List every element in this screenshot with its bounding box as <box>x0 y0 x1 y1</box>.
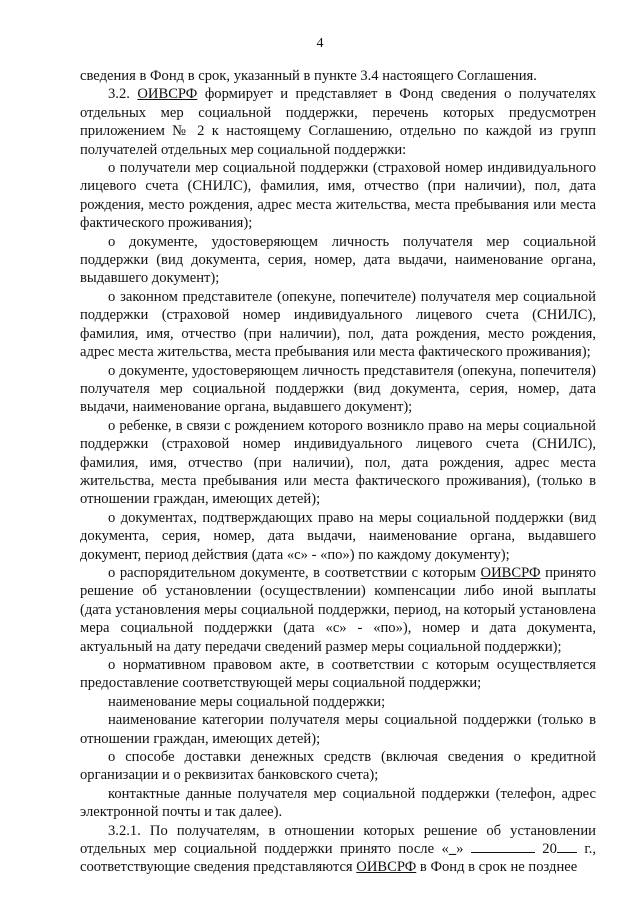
list-item-contact-data: контактные данные получателя мер социальной поддержки (телефон, адрес электронной почты и так далее). <box>80 785 596 821</box>
date-month-blank <box>471 840 535 853</box>
org-abbreviation: ОИВСРФ <box>137 86 198 103</box>
list-item-identity-document: o документе, удостоверяющем личность получателя мер социальной поддержки (вид документа, серия, номер, дата выдачи, наименование органа, выдавшего документ); <box>80 233 596 287</box>
document-body <box>80 67 596 877</box>
list-item-category-name: наименование категории получателя меры социальной поддержки (только в отношении граждан, имеющих детей); <box>80 712 596 747</box>
paragraph-suffix: формирует и представляет в Фонд сведения о получателях отдельных мер социальной поддержки, перечень которых предусмотрен приложением № 2 к настоящему Соглашению, отдельно по каждой из групп получателей отдельных мер социальной поддержки: <box>80 86 596 158</box>
list-item-entitlement-documents: o документах, подтверждающих право на меры социальной поддержки (вид документа, серия, номер, дата выдачи, наименование органа, выдавшего документ, период действия (дата «с» - «по») по каждому документу); <box>80 509 596 563</box>
paragraph-suffix: принято решение об установлении (осуществлении) компенсации либо иной выплаты (дата установления меры социальной поддержки, период, на который установлена мера социальной поддержки (дата «с» - «по»), номер и дата документа, актуальный на дату передачи сведений размер меры социальной поддержки); <box>80 564 596 655</box>
paragraph-3-2-1 <box>80 822 596 877</box>
list-item-measure-name: наименование меры социальной поддержки; <box>108 693 386 710</box>
list-item-representative-document: o документе, удостоверяющем личность представителя (опекуна, попечителя) получателя мер социальной поддержки (вид документа, серия, номер, дата выдачи, наименование органа, выдавшего документ); <box>80 362 596 416</box>
paragraph-text: » <box>456 841 471 858</box>
paragraph-3-2 <box>80 85 596 159</box>
org-abbreviation: ОИВСРФ <box>356 859 417 876</box>
paragraph-prefix: 3.2. <box>108 86 138 103</box>
list-item-child: o ребенке, в связи с рождением которого возникло право на меры социальной поддержки (страховой номер индивидуального лицевого счета (СНИЛС), фамилия, имя, отчество (при наличии), пол, дата рождения, адрес места жительства, места пребывания или места фактического проживания), (только в отношении граждан, имеющих детей); <box>80 417 596 508</box>
paragraph-suffix: в Фонд в срок не позднее <box>416 859 578 876</box>
paragraph-text: г., соответствующие сведения представляются <box>80 841 596 876</box>
org-abbreviation: ОИВСРФ <box>480 564 541 581</box>
paragraph-prefix: 3.2.1. По получателям, в отношении которых решение об установлении отдельных мер социальной поддержки принято после « <box>80 822 596 858</box>
page-number: 4 <box>316 36 324 51</box>
list-item-legal-representative: o законном представителе (опекуне, попечителе) получателя мер социальной поддержки (страховой номер индивидуального лицевого счета (СНИЛС), фамилия, имя, отчество (при наличии), пол, дата рождения, место рождения, адрес места жительства, места пребывания или места фактического проживания); <box>80 288 596 361</box>
paragraph-prefix: o распорядительном документе, в соответствии с которым <box>108 564 481 581</box>
list-item-delivery-method: o способе доставки денежных средств (включая сведения о кредитной организации и о реквизитах банковского счета); <box>80 749 596 784</box>
list-item-recipients: o получатели мер социальной поддержки (страховой номер индивидуального лицевого счета (СНИЛС), фамилия, имя, отчество (при наличии), пол, дата рождения, место рождения, адрес места жительства, места пребывания или места фактического проживания); <box>80 160 596 232</box>
paragraph-text: 20 <box>534 841 557 858</box>
list-item-normative-act: o нормативном правовом акте, в соответствии с которым осуществляется предоставление соответствующей меры социальной поддержки; <box>80 657 596 692</box>
date-year-blank <box>557 840 577 853</box>
paragraph-continuation: сведения в Фонд в срок, указанный в пункте 3.4 настоящего Соглашения. <box>80 68 537 84</box>
date-day-blank: _ <box>448 841 457 858</box>
list-item-administrative-document <box>80 564 596 656</box>
